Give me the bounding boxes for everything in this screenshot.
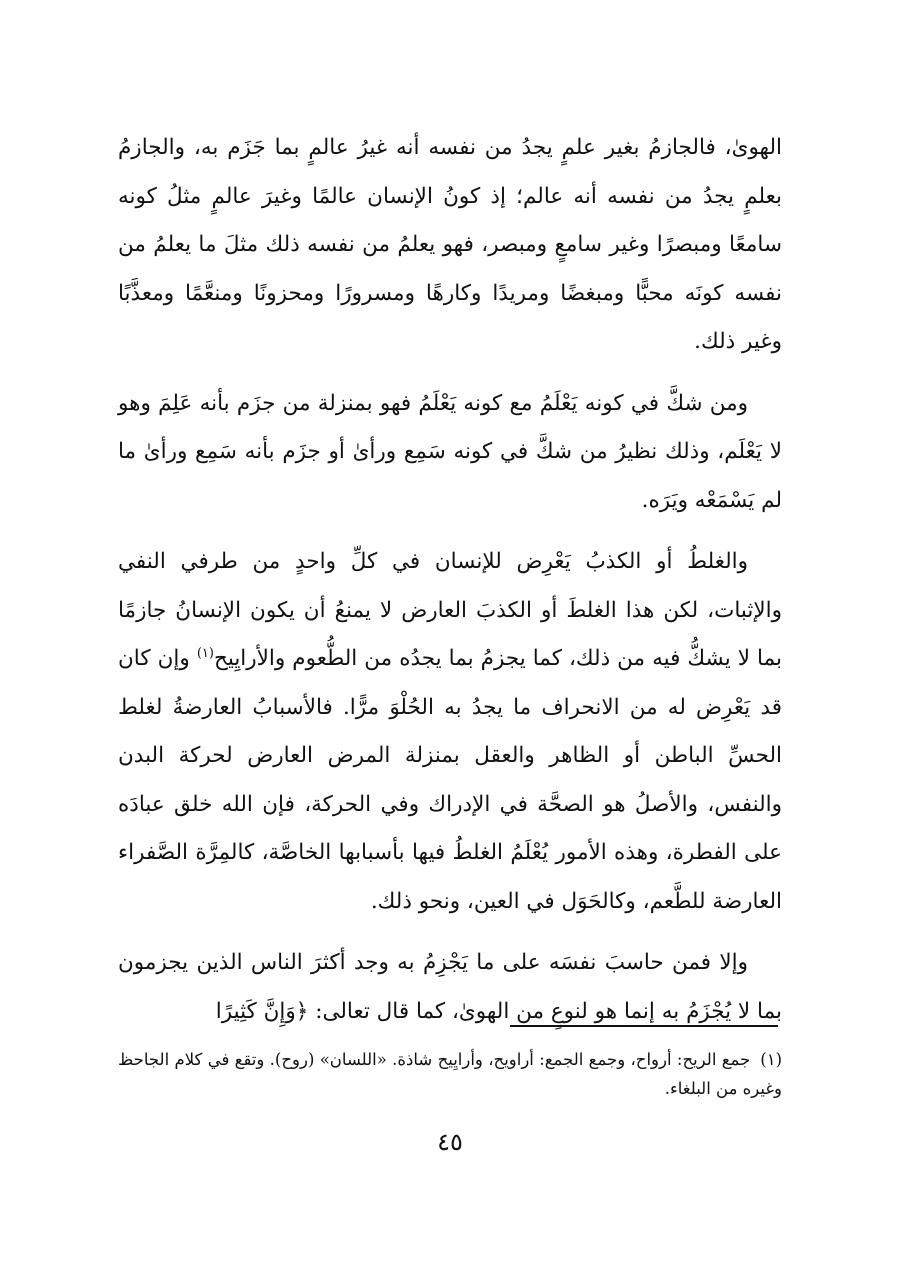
footnote-reference[interactable]: (١) — [196, 645, 214, 661]
paragraph-4-text: وإلا فمن حاسبَ نفسَه على ما يَجْزِمُ به وجد أكثرَ الناس الذين يجزمون بما لا يُجْزَمُ به إنما هو لنوعٍ من الهوىٰ، كما قال تعالى: ﴿وَإِنَّ كَثِيرًا — [118, 950, 782, 1024]
paragraph-1 — [118, 124, 782, 367]
footnote-text: جمع الريح: أرواح، وجمع الجمع: أراويح، وأرايِيح شاذة. «اللسان» (روح). وتقع في كلام الجاحظ وغيره من البلغاء. — [118, 1050, 782, 1098]
paragraph-2 — [118, 380, 782, 526]
main-text — [118, 124, 782, 1036]
paragraph-3 — [118, 538, 782, 926]
paragraph-4 — [118, 939, 782, 1036]
paragraph-1-text: الهوىٰ، فالجازمُ بغير علمٍ يجدُ من نفسه أنه غيرُ عالمٍ بما جَزَم به، والجازمُ بعلمٍ يجدُ من نفسه أنه عالم؛ إذ كونُ الإنسان عالمًا وغيرَ عالمٍ مثلُ كونه سامعًا ومبصرًا وغير سامعٍ ومبصر، فهو يعلمُ من نفسه ذلك مثلَ ما يعلمُ من نفسه كونَه محبًّا ومبغضًا ومريدًا وكارهًا ومسرورًا ومحزونًا ومنعَّمًا ومعذَّبًا وغير ذلك. — [118, 135, 782, 354]
page-number: ٤٥ — [437, 1128, 463, 1156]
footnote — [118, 1045, 782, 1103]
paragraph-2-text: ومن شكَّ في كونه يَعْلَمُ مع كونه يَعْلَمُ فهو بمنزلة من جزَم بأنه عَلِمَ وهو لا يَعْلَم، وذلك نظيرُ من شكَّ في كونه سَمِع ورأىٰ أو جزَم بأنه سَمِع ورأىٰ ما لم يَسْمَعْه ويَرَه. — [118, 390, 782, 513]
paragraph-3-text-a: والغلطُ أو الكذبُ يَعْرِض للإنسان في كلِّ واحدٍ من طرفي النفي والإثبات، لكن هذا الغلطَ أو الكذبَ العارض لا يمنعُ أن يكون الإنسانُ جازمًا بما لا يشكُّ فيه من ذلك، كما يجزمُ بما يجدُه من الطُّعوم والأرايِيح — [118, 549, 783, 671]
footnote-divider — [510, 1025, 778, 1027]
footnote-marker: (١) — [760, 1050, 782, 1069]
paragraph-3-text-b: وإن كان قد يَعْرِض له من الانحراف ما يجدُ به الحُلْوَ مرًّا. فالأسبابُ العارضةُ لغلط الحسِّ الباطن أو الظاهر والعقل بمنزلة المرض العارض لحركة البدن والنفس، والأصلُ هو الصحَّة في الإدراك وفي الحركة، فإن الله خلق عبادَه على الفطرة، وهذه الأمور يُعْلَمُ الغلطُ فيها بأسبابها الخاصَّة، كالمِرَّة الصَّفراء العارضة للطَّعم، وكالحَوَل في العين، ونحو ذلك. — [118, 646, 782, 914]
